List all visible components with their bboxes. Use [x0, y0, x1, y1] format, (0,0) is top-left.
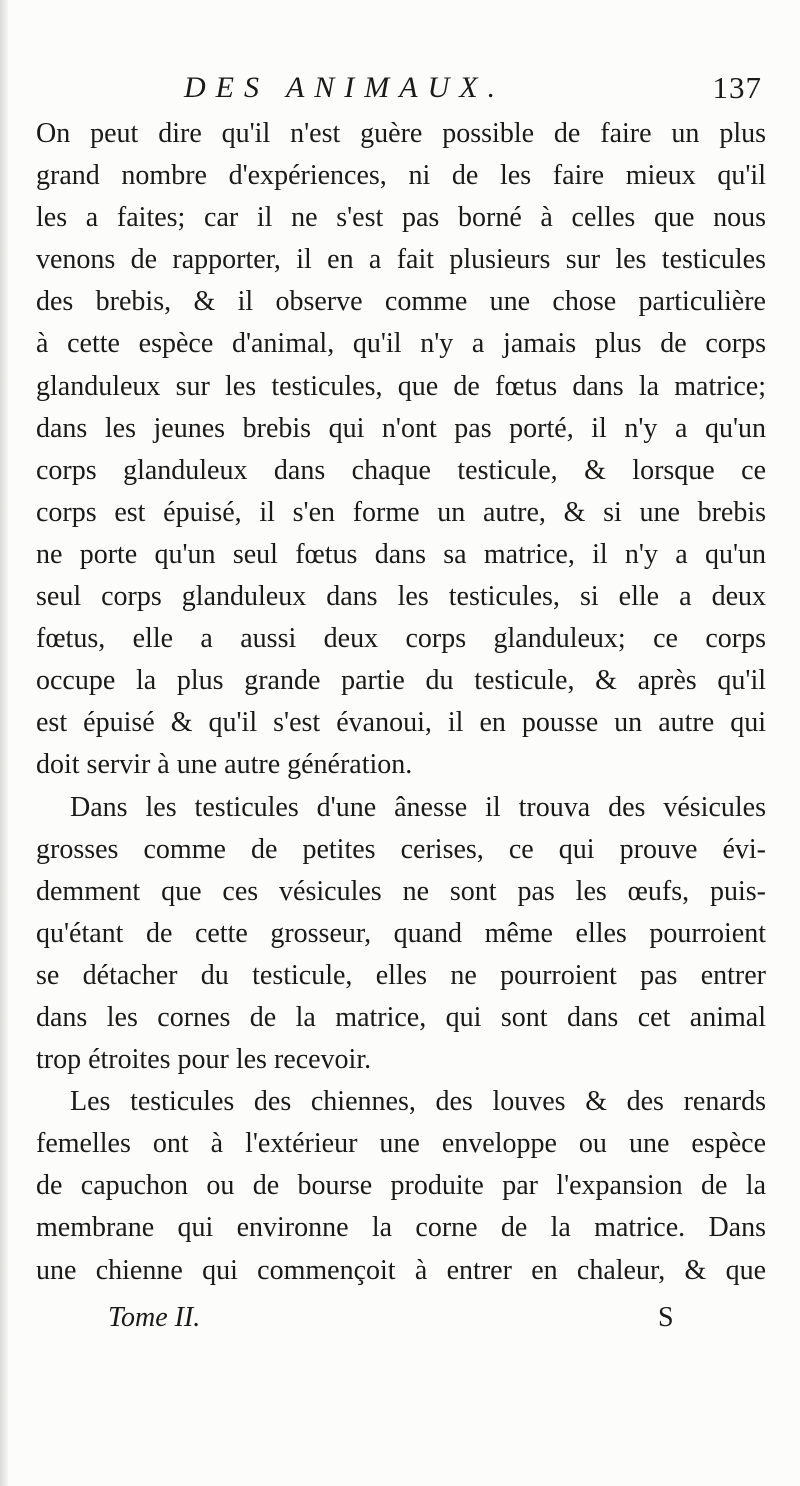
text-line: occupe la plus grande partie du testicule, & après qu'il — [36, 665, 766, 697]
paragraph-3 — [36, 1081, 766, 1291]
text-line: ne porte qu'un seul fœtus dans sa matrice, il n'y a qu'un — [36, 538, 766, 570]
text-line: se détacher du testicule, elles ne pourroient pas entrer — [36, 959, 766, 991]
text-line: des brebis, & il observe comme une chose particulière — [36, 286, 766, 318]
text-line: de capuchon ou de bourse produite par l'expansion de la — [36, 1170, 766, 1202]
text-line: à cette espèce d'animal, qu'il n'y a jamais plus de corps — [36, 328, 766, 360]
signature-mark: S — [658, 1302, 674, 1333]
paragraph-1 — [36, 113, 766, 787]
running-head — [36, 68, 766, 108]
page-footer — [36, 1298, 766, 1338]
text-line: fœtus, elle a aussi deux corps glanduleux; ce corps — [36, 623, 766, 655]
text-line: seul corps glanduleux dans les testicules, si elle a deux — [36, 581, 766, 613]
text-line: demment que ces vésicules ne sont pas les œufs, puis- — [36, 875, 766, 907]
text-line: grand nombre d'expériences, ni de les faire mieux qu'il — [36, 160, 766, 192]
text-line: venons de rapporter, il en a fait plusieurs sur les testicules — [36, 244, 766, 276]
text-line: doit servir à une autre génération. — [36, 749, 413, 781]
text-line: Les testicules des chiennes, des louves & des renards — [70, 1086, 766, 1118]
text-line: qu'étant de cette grosseur, quand même elles pourroient — [36, 917, 766, 949]
text-line: corps glanduleux dans chaque testicule, & lorsque ce — [36, 454, 766, 486]
text-line: Dans les testicules d'une ânesse il trouva des vésicules — [70, 791, 766, 823]
running-title: DES ANIMAUX. — [184, 71, 506, 104]
body-text — [36, 113, 766, 1292]
paragraph-2 — [36, 787, 766, 1082]
text-line: est épuisé & qu'il s'est évanoui, il en pousse un autre qui — [36, 707, 766, 739]
text-line: membrane qui environne la corne de la matrice. Dans — [36, 1212, 766, 1244]
volume-label: Tome II. — [108, 1302, 201, 1333]
text-line: les a faites; car il ne s'est pas borné à celles que nous — [36, 202, 766, 234]
text-line: glanduleux sur les testicules, que de fœtus dans la matrice; — [36, 370, 766, 402]
text-line: dans les jeunes brebis qui n'ont pas porté, il n'y a qu'un — [36, 412, 766, 444]
page-number: 137 — [712, 70, 762, 105]
text-line: dans les cornes de la matrice, qui sont dans cet animal — [36, 1001, 766, 1033]
text-line: une chienne qui commençoit à entrer en chaleur, & que — [36, 1254, 766, 1286]
text-line: trop étroites pour les recevoir. — [36, 1044, 372, 1076]
text-line: femelles ont à l'extérieur une enveloppe ou une espèce — [36, 1128, 766, 1160]
text-line: grosses comme de petites cerises, ce qui prouve évi- — [36, 833, 766, 865]
text-line: On peut dire qu'il n'est guère possible de faire un plus — [36, 118, 766, 149]
page-edge-shadow — [0, 0, 8, 1486]
text-line: corps est épuisé, il s'en forme un autre, & si une brebis — [36, 496, 766, 528]
